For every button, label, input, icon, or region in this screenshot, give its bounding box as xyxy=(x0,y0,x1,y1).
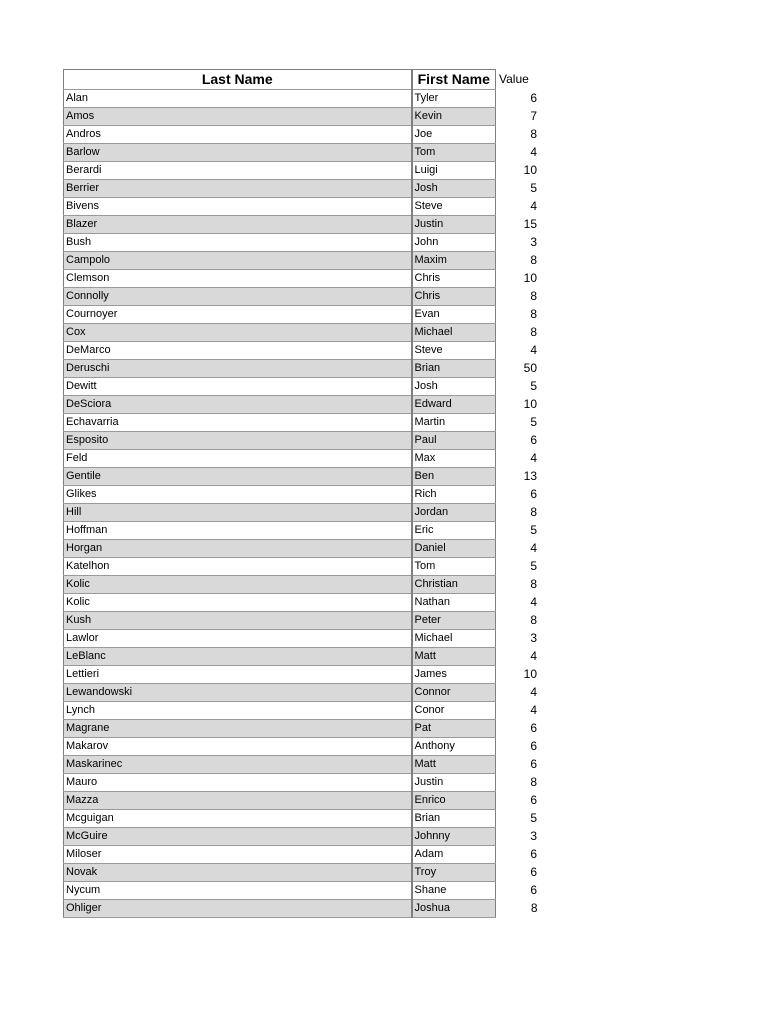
value-cell: 8 xyxy=(530,505,537,519)
value-cell: 4 xyxy=(530,451,537,465)
first-name-cell: Max xyxy=(412,450,496,468)
value-cell: 5 xyxy=(530,559,537,573)
table-row xyxy=(64,468,540,486)
last-name-header: Last Name xyxy=(64,70,412,90)
table-row xyxy=(64,684,540,702)
last-name-cell: Mauro xyxy=(64,774,412,792)
first-name-cell: Pat xyxy=(412,720,496,738)
first-name-cell: Peter xyxy=(412,612,496,630)
value-cell: 10 xyxy=(523,667,537,681)
table-row xyxy=(64,108,540,126)
table-row xyxy=(64,648,540,666)
last-name-cell: Kolic xyxy=(64,594,412,612)
first-name-cell: Matt xyxy=(412,756,496,774)
last-name-cell: Horgan xyxy=(64,540,412,558)
value-cell: 3 xyxy=(530,829,537,843)
table-row xyxy=(64,144,540,162)
last-name-cell: Andros xyxy=(64,126,412,144)
table-row xyxy=(64,396,540,414)
table-body xyxy=(64,90,540,918)
table-row xyxy=(64,324,540,342)
value-cell: 8 xyxy=(530,289,537,303)
value-cell: 3 xyxy=(530,631,537,645)
last-name-cell: Kolic xyxy=(64,576,412,594)
value-cell: 8 xyxy=(530,577,537,591)
last-name-cell: Bush xyxy=(64,234,412,252)
table-row xyxy=(64,666,540,684)
value-cell: 5 xyxy=(530,811,537,825)
value-cell: 50 xyxy=(523,361,537,375)
value-cell: 4 xyxy=(530,343,537,357)
first-name-cell: Matt xyxy=(412,648,496,666)
last-name-cell: Lettieri xyxy=(64,666,412,684)
value-cell: 8 xyxy=(530,307,537,321)
first-name-cell: Shane xyxy=(412,882,496,900)
last-name-cell: LeBlanc xyxy=(64,648,412,666)
last-name-cell: Makarov xyxy=(64,738,412,756)
last-name-cell: Dewitt xyxy=(64,378,412,396)
table-row xyxy=(64,306,540,324)
table-row xyxy=(64,216,540,234)
last-name-cell: Lynch xyxy=(64,702,412,720)
table-row xyxy=(64,414,540,432)
value-cell: 5 xyxy=(530,415,537,429)
last-name-cell: Amos xyxy=(64,108,412,126)
last-name-cell: Cox xyxy=(64,324,412,342)
first-name-cell: Brian xyxy=(412,810,496,828)
last-name-cell: Lewandowski xyxy=(64,684,412,702)
first-name-cell: Eric xyxy=(412,522,496,540)
last-name-cell: Hoffman xyxy=(64,522,412,540)
value-cell: 13 xyxy=(523,469,537,483)
value-cell: 4 xyxy=(530,199,537,213)
first-name-cell: Brian xyxy=(412,360,496,378)
table-row xyxy=(64,270,540,288)
first-name-cell: Anthony xyxy=(412,738,496,756)
last-name-cell: Nycum xyxy=(64,882,412,900)
first-name-cell: Maxim xyxy=(412,252,496,270)
value-cell: 15 xyxy=(523,217,537,231)
table-row xyxy=(64,702,540,720)
first-name-cell: Edward xyxy=(412,396,496,414)
table-row xyxy=(64,594,540,612)
first-name-cell: Steve xyxy=(412,198,496,216)
table-row xyxy=(64,378,540,396)
table-row xyxy=(64,882,540,900)
first-name-cell: Enrico xyxy=(412,792,496,810)
first-name-cell: Jordan xyxy=(412,504,496,522)
table-row xyxy=(64,522,540,540)
last-name-cell: Ohliger xyxy=(64,900,412,918)
value-cell: 4 xyxy=(530,703,537,717)
first-name-cell: Nathan xyxy=(412,594,496,612)
table-row xyxy=(64,90,540,108)
value-cell: 10 xyxy=(523,163,537,177)
value-cell: 8 xyxy=(530,613,537,627)
last-name-cell: Bivens xyxy=(64,198,412,216)
value-cell: 6 xyxy=(530,865,537,879)
table-row xyxy=(64,900,540,918)
last-name-cell: Echavarria xyxy=(64,414,412,432)
value-cell: 6 xyxy=(530,847,537,861)
last-name-cell: Novak xyxy=(64,864,412,882)
last-name-cell: Maskarinec xyxy=(64,756,412,774)
value-cell: 10 xyxy=(523,397,537,411)
first-name-cell: Michael xyxy=(412,630,496,648)
table-row xyxy=(64,738,540,756)
value-header: Value xyxy=(499,72,529,86)
table-row xyxy=(64,558,540,576)
value-cell: 8 xyxy=(530,253,537,267)
last-name-cell: Hill xyxy=(64,504,412,522)
value-cell: 4 xyxy=(530,685,537,699)
value-cell: 6 xyxy=(530,793,537,807)
roster-table xyxy=(63,69,540,918)
table-row xyxy=(64,432,540,450)
first-name-cell: Ben xyxy=(412,468,496,486)
last-name-cell: Alan xyxy=(64,90,412,108)
table-row xyxy=(64,792,540,810)
table-row xyxy=(64,810,540,828)
last-name-cell: Campolo xyxy=(64,252,412,270)
value-cell: 6 xyxy=(530,433,537,447)
table-row xyxy=(64,234,540,252)
last-name-cell: Miloser xyxy=(64,846,412,864)
value-cell: 6 xyxy=(530,487,537,501)
table-row xyxy=(64,630,540,648)
table-row xyxy=(64,288,540,306)
first-name-cell: Josh xyxy=(412,180,496,198)
last-name-cell: Barlow xyxy=(64,144,412,162)
table-row xyxy=(64,864,540,882)
last-name-cell: Clemson xyxy=(64,270,412,288)
last-name-cell: DeMarco xyxy=(64,342,412,360)
header-row xyxy=(64,70,540,90)
table-row xyxy=(64,576,540,594)
table-row xyxy=(64,198,540,216)
table-row xyxy=(64,756,540,774)
last-name-cell: Feld xyxy=(64,450,412,468)
last-name-cell: Lawlor xyxy=(64,630,412,648)
first-name-cell: Tyler xyxy=(412,90,496,108)
value-cell: 5 xyxy=(530,181,537,195)
value-cell: 8 xyxy=(530,325,537,339)
first-name-cell: Rich xyxy=(412,486,496,504)
first-name-cell: Michael xyxy=(412,324,496,342)
first-name-cell: Kevin xyxy=(412,108,496,126)
first-name-cell: John xyxy=(412,234,496,252)
value-cell: 4 xyxy=(530,541,537,555)
value-cell: 10 xyxy=(523,271,537,285)
last-name-cell: Mazza xyxy=(64,792,412,810)
first-name-cell: Paul xyxy=(412,432,496,450)
value-cell: 8 xyxy=(530,775,537,789)
value-cell: 6 xyxy=(530,883,537,897)
last-name-cell: Glikes xyxy=(64,486,412,504)
table-row xyxy=(64,774,540,792)
first-name-cell: Connor xyxy=(412,684,496,702)
table-row xyxy=(64,486,540,504)
first-name-cell: Johnny xyxy=(412,828,496,846)
value-cell: 4 xyxy=(530,145,537,159)
first-name-cell: James xyxy=(412,666,496,684)
table-row xyxy=(64,540,540,558)
last-name-cell: Cournoyer xyxy=(64,306,412,324)
table-row xyxy=(64,504,540,522)
last-name-cell: McGuire xyxy=(64,828,412,846)
last-name-cell: Kush xyxy=(64,612,412,630)
value-cell: 6 xyxy=(530,721,537,735)
last-name-cell: Mcguigan xyxy=(64,810,412,828)
table-row xyxy=(64,846,540,864)
table-row xyxy=(64,342,540,360)
first-name-cell: Christian xyxy=(412,576,496,594)
last-name-cell: DeSciora xyxy=(64,396,412,414)
last-name-cell: Magrane xyxy=(64,720,412,738)
last-name-cell: Connolly xyxy=(64,288,412,306)
last-name-cell: Berardi xyxy=(64,162,412,180)
first-name-header: First Name xyxy=(412,70,496,90)
table-row xyxy=(64,126,540,144)
table-row xyxy=(64,252,540,270)
first-name-cell: Luigi xyxy=(412,162,496,180)
first-name-cell: Joshua xyxy=(412,900,496,918)
value-cell: 7 xyxy=(530,109,537,123)
table-row xyxy=(64,360,540,378)
value-cell: 6 xyxy=(530,739,537,753)
value-cell: 6 xyxy=(530,757,537,771)
first-name-cell: Tom xyxy=(412,144,496,162)
table-row xyxy=(64,180,540,198)
first-name-cell: Conor xyxy=(412,702,496,720)
value-cell: 4 xyxy=(530,649,537,663)
first-name-cell: Josh xyxy=(412,378,496,396)
first-name-cell: Justin xyxy=(412,774,496,792)
value-cell: 6 xyxy=(530,91,537,105)
table-row xyxy=(64,828,540,846)
last-name-cell: Blazer xyxy=(64,216,412,234)
first-name-cell: Justin xyxy=(412,216,496,234)
first-name-cell: Chris xyxy=(412,270,496,288)
last-name-cell: Gentile xyxy=(64,468,412,486)
last-name-cell: Katelhon xyxy=(64,558,412,576)
first-name-cell: Evan xyxy=(412,306,496,324)
value-cell: 5 xyxy=(530,523,537,537)
table-row xyxy=(64,720,540,738)
first-name-cell: Joe xyxy=(412,126,496,144)
value-cell: 3 xyxy=(530,235,537,249)
table-row xyxy=(64,162,540,180)
last-name-cell: Deruschi xyxy=(64,360,412,378)
first-name-cell: Tom xyxy=(412,558,496,576)
first-name-cell: Martin xyxy=(412,414,496,432)
value-cell: 8 xyxy=(530,901,538,915)
first-name-cell: Troy xyxy=(412,864,496,882)
table-row xyxy=(64,612,540,630)
first-name-cell: Adam xyxy=(412,846,496,864)
table-row xyxy=(64,450,540,468)
first-name-cell: Chris xyxy=(412,288,496,306)
first-name-cell: Steve xyxy=(412,342,496,360)
last-name-cell: Esposito xyxy=(64,432,412,450)
last-name-cell: Berrier xyxy=(64,180,412,198)
value-cell: 4 xyxy=(530,595,537,609)
value-cell: 8 xyxy=(530,127,537,141)
first-name-cell: Daniel xyxy=(412,540,496,558)
value-cell: 5 xyxy=(530,379,537,393)
